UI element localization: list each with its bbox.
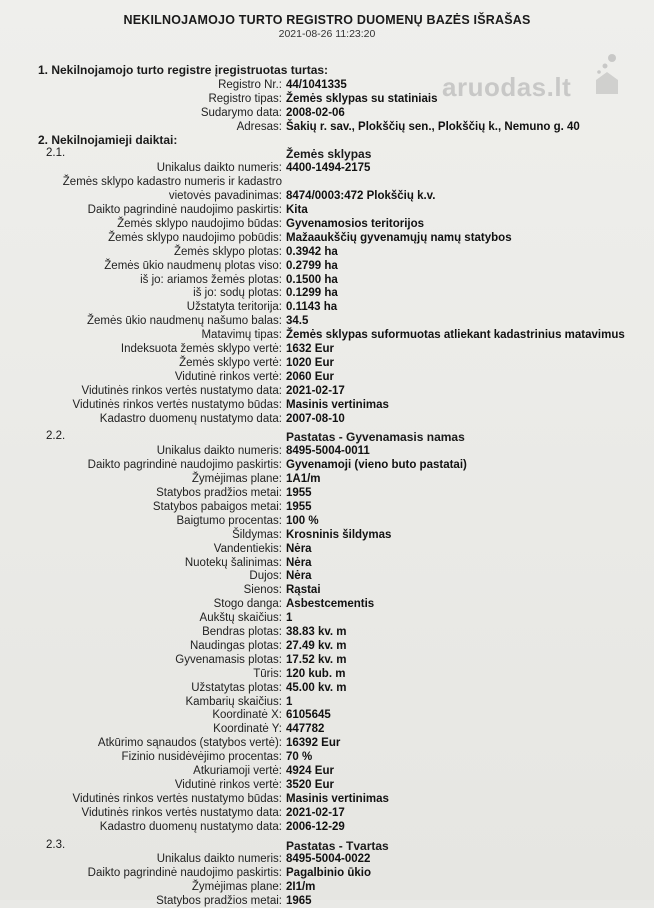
field-label: Žemės sklypo naudojimo būdas: [117, 217, 282, 230]
field-row [0, 778, 654, 792]
field-row [0, 286, 654, 300]
field-row [0, 736, 654, 750]
section-heading: 1. Nekilnojamojo turto registre įregistruotas turtas: [38, 63, 329, 77]
item-number: 2.1. [46, 147, 66, 160]
field-label: Žymėjimas plane: [191, 473, 282, 486]
field-value: 1632 Eur [286, 343, 334, 355]
field-value: 1955 [286, 487, 312, 499]
field-row [0, 852, 654, 866]
field-label: Žemės sklypo plotas: [173, 245, 282, 258]
field-value: 100 % [286, 514, 319, 527]
field-label: Registro tipas: [208, 92, 282, 105]
field-row [0, 583, 654, 597]
field-row [0, 342, 654, 356]
field-row [0, 245, 654, 259]
field-label: Kadastro duomenų nustatymo data: [99, 820, 282, 833]
field-row [0, 189, 654, 203]
field-row [0, 820, 654, 834]
field-value: 1020 Eur [286, 356, 334, 369]
field-row [0, 653, 654, 667]
item-title: Pastatas - Tvartas [286, 838, 389, 853]
field-row [0, 764, 654, 778]
field-label: iš jo: ariamos žemės plotas: [140, 273, 282, 286]
field-row [0, 78, 654, 92]
field-value: 8495-5004-0011 [286, 445, 370, 458]
field-value: Gyvenamosios teritorijos [286, 217, 425, 230]
field-row [0, 217, 654, 231]
field-row [0, 806, 654, 820]
field-value: 44/1041335 [286, 78, 347, 91]
field-row [0, 314, 654, 328]
field-row [0, 472, 654, 486]
field-row [0, 639, 654, 653]
field-label: Dujos: [249, 570, 282, 583]
field-label: Kadastro duomenų nustatymo data: [99, 412, 282, 425]
field-value: 27.49 kv. m [286, 639, 347, 652]
field-label: Daikto pagrindinė naudojimo paskirtis: [87, 204, 282, 216]
field-value: Žemės sklypas su statiniais [286, 92, 438, 105]
field-label: Kambarių skaičius: [185, 695, 282, 708]
field-label: Sienos: [243, 584, 282, 597]
field-row [0, 514, 654, 528]
field-label: Registro Nr.: [218, 78, 282, 91]
field-row [0, 667, 654, 681]
field-value: 4924 Eur [286, 765, 334, 777]
field-label: Aukštų skaičius: [199, 612, 282, 625]
field-value: 6105645 [286, 709, 331, 722]
field-row [0, 597, 654, 611]
field-label: Koordinatė X: [212, 709, 282, 722]
item-number: 2.3. [46, 838, 66, 851]
field-value: Rąstai [286, 584, 321, 597]
field-value: 2006-12-29 [286, 820, 345, 833]
field-row [0, 273, 654, 287]
field-value: 0.1143 ha [286, 301, 338, 314]
field-label: Gyvenamasis plotas: [175, 653, 282, 666]
item-title: Žemės sklypas [286, 147, 372, 162]
field-label: Unikalus daikto numeris: [156, 162, 282, 175]
field-row [0, 175, 654, 189]
field-label: Fizinio nusidėvėjimo procentas: [121, 751, 282, 764]
field-label: Bendras plotas: [202, 626, 282, 638]
field-value: Kita [286, 204, 308, 216]
field-value: 2021-02-17 [286, 806, 345, 819]
field-row [0, 500, 654, 514]
field-label: vietovės pavadinimas: [168, 190, 282, 203]
field-value: 2I1/m [286, 881, 316, 894]
field-row [0, 792, 654, 806]
document-timestamp: 2021-08-26 11:23:20 [278, 28, 376, 40]
field-label: Žemės sklypo naudojimo pobūdis: [108, 231, 282, 244]
field-label: Matavimų tipas: [201, 329, 282, 342]
field-value: 2008-02-06 [286, 106, 345, 119]
field-value: 0.1299 ha [286, 287, 338, 300]
field-label: Vidutinės rinkos vertės nustatymo būdas: [72, 398, 282, 411]
document-title: NEKILNOJAMOJO TURTO REGISTRO DUOMENŲ BAZĖS IŠRAŠAS [123, 13, 531, 27]
field-label: Žemės sklypo vertė: [179, 356, 282, 369]
field-label: Statybos pabaigos metai: [152, 500, 282, 513]
field-row [0, 486, 654, 500]
field-value: 447782 [286, 723, 325, 736]
field-label: Šildymas: [232, 528, 282, 541]
field-value: Pagalbinio ūkio [286, 867, 371, 880]
field-label: Tūris: [253, 667, 282, 680]
field-row [0, 625, 654, 639]
field-value: 0.1500 ha [286, 273, 338, 286]
field-value: 0.2799 ha [286, 259, 338, 272]
field-label: Koordinatė Y: [213, 723, 282, 736]
field-row [0, 106, 654, 120]
field-value: 34.5 [286, 315, 309, 328]
field-label: Daikto pagrindinė naudojimo paskirtis: [87, 867, 282, 880]
field-label: Naudingas plotas: [189, 639, 282, 652]
field-label: Žemės ūkio naudmenų plotas viso: [104, 259, 282, 272]
field-value: 1 [286, 695, 293, 708]
field-label: Vidutinė rinkos vertė: [174, 778, 282, 791]
field-row [0, 412, 654, 426]
field-row [0, 356, 654, 370]
field-row [0, 708, 654, 722]
field-value: Nėra [286, 556, 312, 569]
field-label: Atkuriamoji vertė: [193, 765, 282, 777]
field-row [0, 231, 654, 245]
field-row [0, 556, 654, 570]
field-row [0, 370, 654, 384]
field-row [0, 398, 654, 412]
field-value: Masinis vertinimas [286, 792, 389, 805]
field-value: 120 kub. m [286, 667, 346, 680]
field-row [0, 681, 654, 695]
field-value: 1965 [286, 895, 312, 908]
field-row [0, 300, 654, 314]
field-value: 1A1/m [286, 473, 321, 486]
field-value: Krosninis šildymas [286, 528, 392, 541]
field-value: 0.3942 ha [286, 245, 338, 258]
field-label: Stogo danga: [213, 598, 282, 611]
field-row [0, 444, 654, 458]
field-row [0, 695, 654, 709]
field-value: Nėra [286, 570, 312, 583]
field-row [0, 866, 654, 880]
field-value: 8474/0003:472 Plokščių k.v. [286, 190, 436, 203]
field-value: 2007-08-10 [286, 412, 345, 425]
field-row [0, 894, 654, 908]
field-label: Užstatyta teritorija: [186, 301, 282, 314]
field-row [0, 611, 654, 625]
field-value: 17.52 kv. m [286, 653, 347, 666]
field-value: 1955 [286, 500, 312, 513]
field-label: Statybos pradžios metai: [156, 487, 282, 499]
field-value: 2060 Eur [286, 370, 334, 383]
field-row [0, 750, 654, 764]
field-value: Šakių r. sav., Plokščių sen., Plokščių k., Nemuno g. 40 [286, 120, 580, 133]
field-row [0, 92, 654, 106]
field-value: 8495-5004-0022 [286, 853, 371, 866]
field-value: Nėra [286, 542, 312, 555]
field-label: Vidutinės rinkos vertės nustatymo data: [81, 384, 282, 397]
field-label: Baigtumo procentas: [176, 514, 282, 527]
field-label: Daikto pagrindinė naudojimo paskirtis: [87, 459, 282, 472]
field-value: Mažaaukščių gyvenamųjų namų statybos [286, 231, 512, 244]
field-label: Nuotekų šalinimas: [184, 556, 282, 569]
field-row [0, 528, 654, 542]
item-number: 2.2. [46, 430, 66, 443]
field-label: Užstatytas plotas: [191, 681, 282, 694]
field-label: Atkūrimo sąnaudos (statybos vertė): [97, 737, 282, 750]
field-label: Vandentiekis: [213, 542, 282, 555]
field-label: Adresas: [236, 120, 282, 133]
field-row [0, 259, 654, 273]
field-row [0, 161, 654, 175]
field-value: 70 % [286, 751, 313, 764]
field-value: Žemės sklypas suformuotas atliekant kadastrinius matavimus [286, 329, 625, 342]
field-row [0, 120, 654, 134]
field-value: 4400-1494-2175 [286, 162, 371, 175]
watermark-text: aruodas.lt [442, 72, 572, 102]
field-label: iš jo: sodų plotas: [193, 287, 282, 300]
field-label: Unikalus daikto numeris: [156, 445, 282, 458]
field-label: Sudarymo data: [200, 106, 282, 119]
field-value: 1 [286, 612, 293, 625]
field-label: Žymėjimas plane: [191, 881, 282, 894]
field-label: Vidutinės rinkos vertės nustatymo būdas: [72, 792, 282, 805]
field-row [0, 880, 654, 894]
field-row [0, 542, 654, 556]
field-label: Vidutinės rinkos vertės nustatymo data: [81, 806, 282, 819]
field-value: Masinis vertinimas [286, 398, 389, 411]
field-row [0, 458, 654, 472]
field-value: 3520 Eur [286, 778, 334, 791]
field-value: Gyvenamoji (vieno buto pastatai) [286, 459, 467, 472]
field-label: Žemės ūkio naudmenų našumo balas: [87, 315, 282, 328]
field-row [0, 384, 654, 398]
field-label: Indeksuota žemės sklypo vertė: [120, 343, 282, 355]
field-label: Unikalus daikto numeris: [156, 853, 282, 866]
field-row [0, 569, 654, 583]
field-row [0, 203, 654, 217]
field-value: 2021-02-17 [286, 384, 345, 397]
field-value: 45.00 kv. m [286, 681, 347, 694]
field-value: Asbestcementis [286, 598, 375, 611]
field-row [0, 722, 654, 736]
section-heading: 2. Nekilnojamieji daiktai: [38, 132, 178, 147]
field-label: Statybos pradžios metai: [156, 895, 282, 908]
field-row [0, 328, 654, 342]
field-label: Žemės sklypo kadastro numeris ir kadastro [62, 176, 282, 189]
field-value: 16392 Eur [286, 737, 341, 750]
field-value: 38.83 kv. m [286, 626, 347, 638]
item-title: Pastatas - Gyvenamasis namas [286, 430, 465, 445]
field-label: Vidutinė rinkos vertė: [174, 370, 282, 383]
